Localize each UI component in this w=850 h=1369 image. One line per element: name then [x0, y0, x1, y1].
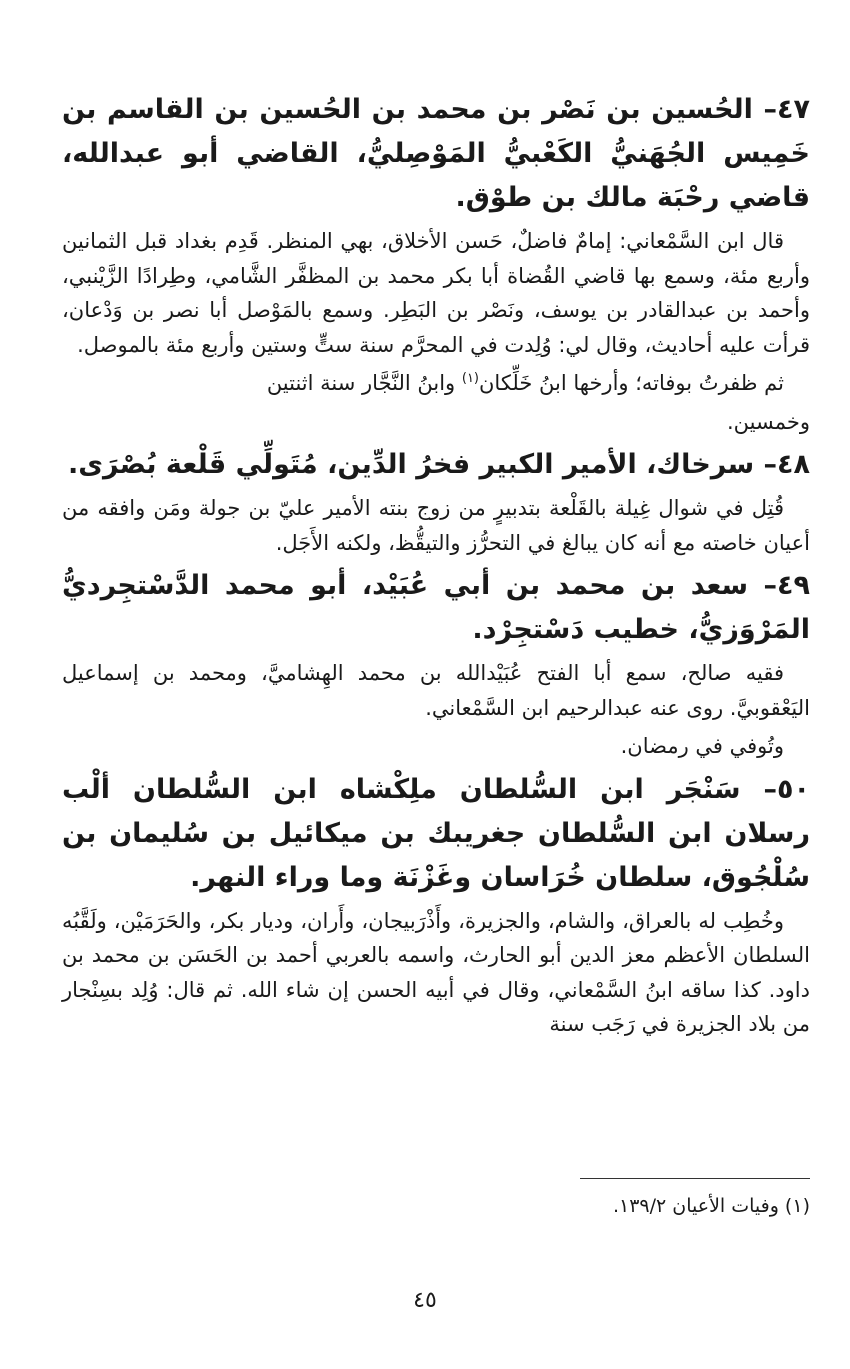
footnote-divider [580, 1178, 810, 1179]
entry-47-paragraph-2-cont: وابنُ النَّجَّار سنة اثنتين [266, 371, 462, 395]
entry-title-48: ٤٨– سرخاك، الأمير الكبير فخرُ الدِّين، مُتَولِّي قَلْعة بُصْرَى. [67, 449, 810, 480]
page-number: ٤٥ [413, 1288, 437, 1313]
entry-48-paragraph-1: قُتِل في شوال غِيلة بالقَلْعة بتدبيرٍ من زوج بنته الأمير عليّ بن جولة ومَن وافقه من أعيان خاصته مع أنه كان يبالغ في التحرُّز والتيقُّظ، ولكنه الأَجَل. [62, 496, 810, 555]
entry-47-paragraph-1: قال ابن السَّمْعاني: إمامٌ فاضلٌ، حَسن الأخلاق، بهي المنظر. قَدِم بغداد قبل الثمانين وأربع مئة، وسمع بها قاضي القُضاة أبا بكر محمد بن المظفَّر الشَّامي، وطِرادًا الزَّيْنبي، وأحمد بن عبدالقادر بن يوسف، ونَصْر بن البَطِر. وسمع بالمَوْصل أبا نصر بن وَدْعان، قرأت عليه أحاديث، وقال لي: وُلِدت في المحرَّم سنة ستٍّ وستين وأربع مئة بالموصل. [62, 229, 810, 357]
footnote-ref-1: (١) [461, 371, 479, 386]
entry-title-47: ٤٧– الحُسين بن نَصْر بن محمد بن الحُسين بن القاسم بن خَمِيس الجُهَنيُّ الكَعْبيُّ المَوْصِليُّ، القاضي أبو عبدالله، قاضي رحْبَة مالك بن طوْق. [62, 94, 810, 213]
entry-47-paragraph-3: وخمسين. [727, 409, 810, 434]
entry-47-paragraph-2 [62, 366, 810, 401]
entry-title-49: ٤٩– سعد بن محمد بن أبي عُبَيْد، أبو محمد الدَّسْتجِرديُّ المَرْوَزيُّ، خطيب دَسْتجِرْد. [62, 570, 810, 645]
footnote: (١) وفيات الأعيان ١٣٩/٢. [612, 1195, 810, 1217]
entry-49-paragraph-2: وتُوفي في رمضان. [620, 734, 784, 758]
entry-47-paragraph-2-text: ثم ظفرتُ بوفاته؛ وأرخها ابنُ خَلِّكان [479, 371, 784, 395]
page-body [62, 88, 810, 1046]
entry-50-paragraph-1: وخُطِب له بالعراق، والشام، والجزيرة، وأَذْرَبيجان، وأَران، وديار بكر، والحَرَمَيْن، ولَقَّبُه السلطان الأعظم معز الدين أبو الحارث، واسمه بالعربي أحمد بن الحَسَن بن محمد بن داود. كذا ساقه ابنُ السَّمْعاني، وقال في أبيه الحسن إن شاء الله. ثم قال: وُلِد بسِنْجار من بلاد الجزيرة في رَجَب سنة [62, 908, 810, 1036]
entry-49-paragraph-1: فقيه صالح، سمع أبا الفتح عُبَيْدالله بن محمد الهِشاميَّ، ومحمد بن إسماعيل اليَعْقوبيَّ. روى عنه عبدالرحيم ابن السَّمْعاني. [62, 661, 810, 720]
entry-title-50: ٥٠– سَنْجَر ابن السُّلطان ملِكْشاه ابن السُّلطان ألْب رسلان ابن السُّلطان جغريبك بن ميكائيل بن سُليمان بن سُلْجُوق، سلطان خُرَاسان وغَزْنَة وما وراء النهر. [62, 773, 810, 893]
